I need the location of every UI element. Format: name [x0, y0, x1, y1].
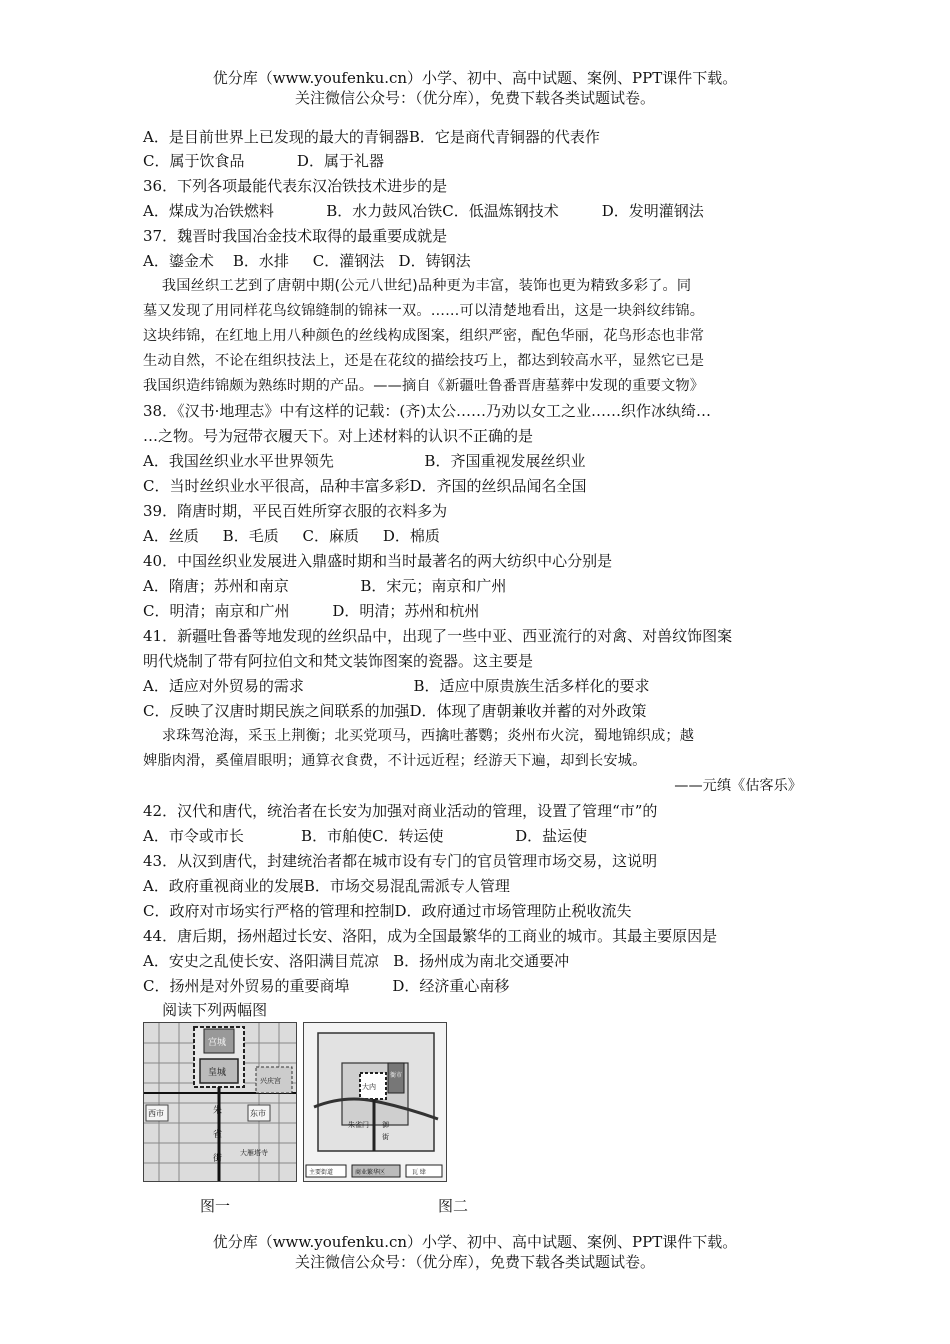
figure-1-changan-map	[143, 1022, 297, 1182]
kaifeng-map-drawing	[304, 1023, 446, 1181]
text-line: C．反映了汉唐时期民族之间联系的加强D．体现了唐朝兼收并蓄的对外政策	[143, 702, 647, 720]
passage-line: 我国丝织工艺到了唐朝中期(公元八世纪)品种更为丰富，装饰也更为精致多彩了。同	[143, 278, 692, 294]
passage-line: 生动自然，不论在组织技法上，还是在花纹的描绘技巧上，都达到较高水平，显然它已是	[143, 353, 705, 369]
figure-1-caption: 图一	[200, 1197, 231, 1215]
legend-label: 商业繁华区	[355, 1169, 386, 1176]
map-label: 大内	[362, 1083, 376, 1091]
changan-map-drawing	[144, 1023, 296, 1181]
text-line: C．政府对市场实行严格的管理和控制D．政府通过市场管理防止税收流失	[143, 902, 632, 920]
text-line: A．丝质 B．毛质 C．麻质 D．棉质	[143, 527, 440, 545]
poem-line: 婢脂肉滑，奚僮眉眼明；通算衣食费，不计远近程；经游天下遍，却到长安城。	[143, 753, 647, 769]
figure-2-kaifeng-map	[303, 1022, 447, 1182]
legend-label: 主要街道	[309, 1169, 334, 1176]
text-line: 41．新疆吐鲁番等地发现的丝织品中，出现了一些中亚、西亚流行的对禽、对兽纹饰图案	[143, 627, 733, 645]
map-label: 东市	[250, 1109, 266, 1118]
poem-line: 求珠驾沧海，采玉上荆衡；北买党项马，西擒吐蕃鹦；炎州布火浣，蜀地锦织成；越	[143, 728, 695, 744]
text-line: A．市令或市长 B．市舶使C．转运使 D．盐运使	[143, 827, 588, 845]
map-label: 兴庆宫	[260, 1077, 281, 1085]
text-line: A．是目前世界上已发现的最大的青铜器B．它是商代青铜器的代表作	[143, 128, 600, 146]
text-line: A．煤成为冶铁燃料 B．水力鼓风冶铁C．低温炼钢技术 D．发明灌钢法	[143, 202, 704, 220]
text-line: C．明清；南京和广州 D．明清；苏州和杭州	[143, 602, 480, 620]
text-line: 42．汉代和唐代，统治者在长安为加强对商业活动的管理，设置了管理“市”的	[143, 802, 658, 820]
page-header	[0, 68, 950, 108]
legend-label: 瓦 肆	[412, 1169, 426, 1176]
text-line: C．属于饮食品 D．属于礼器	[143, 152, 384, 170]
text-line: A．安史之乱使长安、洛阳满目荒凉 B．扬州成为南北交通要冲	[143, 952, 570, 970]
text-line: A．政府重视商业的发展B．市场交易混乱需派专人管理	[143, 877, 510, 895]
text-line: 40．中国丝织业发展进入鼎盛时期和当时最著名的两大纺织中心分别是	[143, 552, 613, 570]
text-line: 43．从汉到唐代，封建统治者都在城市设有专门的官员管理市场交易，这说明	[143, 852, 658, 870]
passage-line: 这块纬锦，在红地上用八种颜色的丝线构成图案，组织严密，配色华丽，花鸟形态也非常	[143, 328, 705, 344]
text-line: 37．魏晋时我国冶金技术取得的最重要成就是	[143, 227, 448, 245]
text-line: A．我国丝织业水平世界领先 B．齐国重视发展丝织业	[143, 452, 586, 470]
figure-2-caption: 图二	[438, 1197, 469, 1215]
text-line: A．隋唐；苏州和南京 B．宋元；南京和广州	[143, 577, 507, 595]
map-label: 皇城	[208, 1068, 227, 1078]
map-label: 西市	[148, 1109, 164, 1118]
map-label: 大雁塔寺	[240, 1149, 268, 1157]
map-label: 朱雀门	[348, 1121, 369, 1129]
map-label: 雀	[213, 1130, 223, 1140]
text-line: 38．《汉书·地理志》中有这样的记载：(齐)太公……乃劝以女工之业……织作冰纨绮…	[143, 402, 712, 420]
footer-line-2: 关注微信公众号：（优分库），免费下载各类试题试卷。	[294, 1253, 655, 1271]
text-line: C．当时丝织业水平很高，品种丰富多彩D．齐国的丝织品闻名全国	[143, 477, 587, 495]
passage-line: 我国织造纬锦颇为熟练时期的产品。——摘自《新疆吐鲁番晋唐墓葬中发现的重要文物》	[143, 378, 705, 394]
map-label: 御	[382, 1121, 389, 1129]
text-line: 36．下列各项最能代表东汉冶铁技术进步的是	[143, 177, 448, 195]
page-footer	[0, 1232, 950, 1272]
text-line: A．适应对外贸易的需求 B．适应中原贵族生活多样化的要求	[143, 677, 650, 695]
text-line: C．扬州是对外贸易的重要商埠 D．经济重心南移	[143, 977, 510, 995]
map-label: 衙市	[390, 1072, 403, 1079]
footer-line-1: 优分库（www.youfenku.cn）小学、初中、高中试题、案例、PPT课件下载。	[212, 1233, 738, 1251]
map-label: 街	[213, 1154, 223, 1164]
text-line: 明代烧制了带有阿拉伯文和梵文装饰图案的瓷器。这主要是	[143, 652, 534, 670]
header-line-2: 关注微信公众号：（优分库），免费下载各类试题试卷。	[294, 89, 655, 107]
text-line: A．鎏金术 B．水排 C．灌钢法 D．铸钢法	[143, 252, 471, 270]
text-line: 阅读下列两幅图	[143, 1001, 268, 1019]
header-line-1: 优分库（www.youfenku.cn）小学、初中、高中试题、案例、PPT课件下载。	[212, 69, 738, 87]
map-label: 街	[382, 1133, 389, 1141]
map-label: 宫城	[208, 1038, 227, 1048]
poem-source: ——元缜《估客乐》	[674, 778, 802, 794]
text-line: …之物。号为冠带衣履天下。对上述材料的认识不正确的是	[143, 427, 534, 445]
text-line: 44．唐后期，扬州超过长安、洛阳，成为全国最繁华的工商业的城市。其最主要原因是	[143, 927, 718, 945]
passage-line: 墓又发现了用同样花鸟纹锦缝制的锦袜一双。……可以清楚地看出，这是一块斜纹纬锦。	[143, 303, 705, 319]
text-line: 39．隋唐时期，平民百姓所穿衣服的衣料多为	[143, 502, 448, 520]
map-label: 朱	[213, 1106, 223, 1116]
